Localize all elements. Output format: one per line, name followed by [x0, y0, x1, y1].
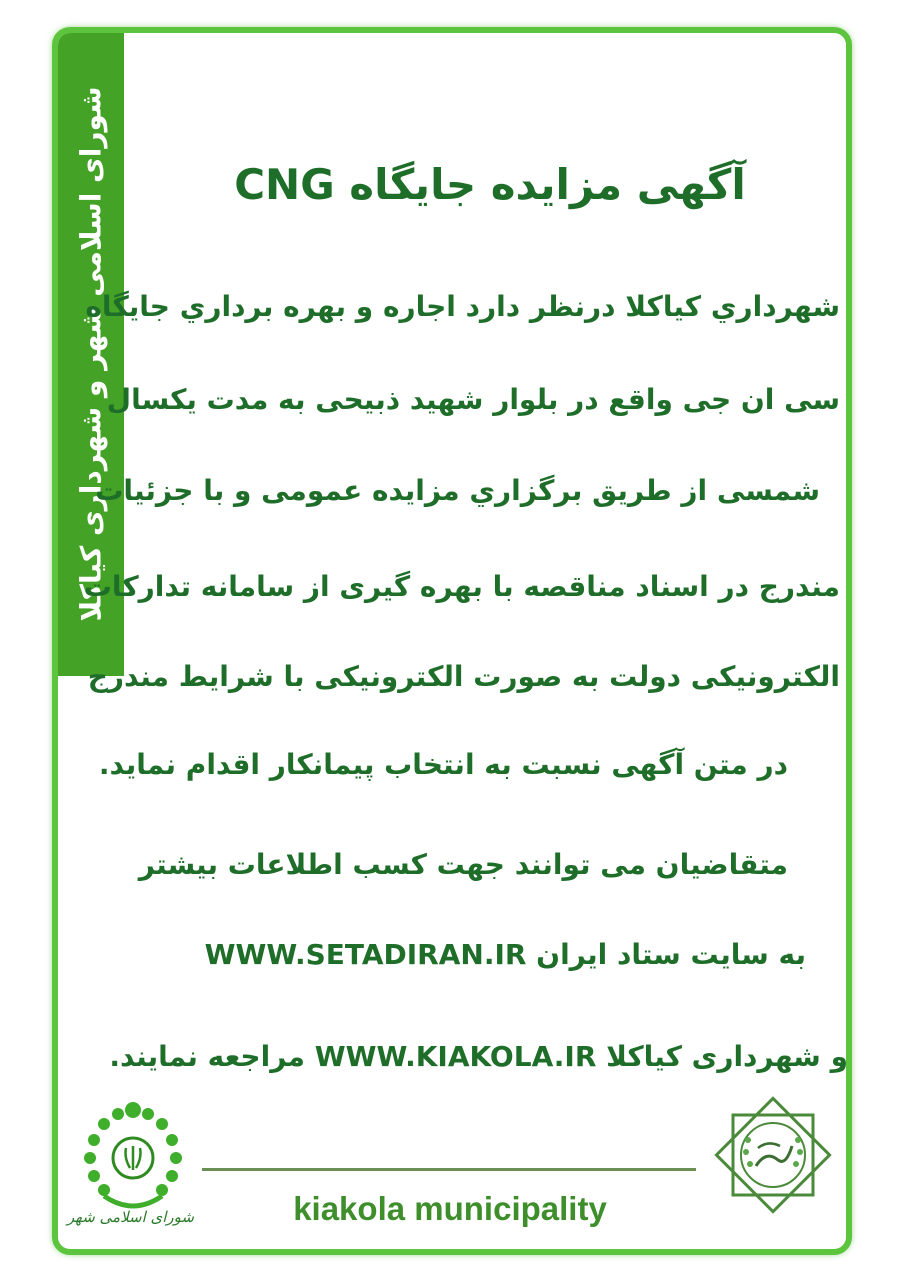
- body-line: به سایت ستاد ایران WWW.SETADIRAN.IR: [204, 938, 806, 971]
- body-line: الکترونیکی دولت به صورت الکترونیکی با شرایط مندرج: [87, 660, 840, 693]
- body-line: شهرداري کیاکلا درنظر دارد اجاره و بهره برداري جایگاه: [85, 290, 840, 323]
- body-line: در متن آگهی نسبت به انتخاب پیمانکار اقدام نماید.: [98, 748, 788, 781]
- side-banner-text: شورای اسلامی شهر و شهرداری کیاکلا: [74, 86, 108, 622]
- body-line: و شهرداری کیاکلا WWW.KIAKOLA.IR مراجعه نمایند.: [109, 1040, 848, 1073]
- body-line: شمسی از طریق برگزاري مزایده عمومی و با جزئیات: [95, 474, 820, 507]
- body-line: متقاضیان می توانند جهت کسب اطلاعات بیشتر: [138, 848, 788, 881]
- footer-text: kiakola municipality: [293, 1190, 607, 1227]
- municipality-logo-icon: [708, 1080, 838, 1230]
- body-line: سی ان جی واقع در بلوار شهید ذبیحی به مدت یکسال: [106, 383, 840, 416]
- left-logo-caption: شورای اسلامی شهر: [67, 1208, 194, 1226]
- footer-divider: [202, 1168, 696, 1171]
- notice-title: آگهی مزایده جایگاه CNG: [234, 160, 746, 209]
- body-line: مندرج در اسناد مناقصه با بهره گیری از سامانه تدارکات: [83, 570, 840, 603]
